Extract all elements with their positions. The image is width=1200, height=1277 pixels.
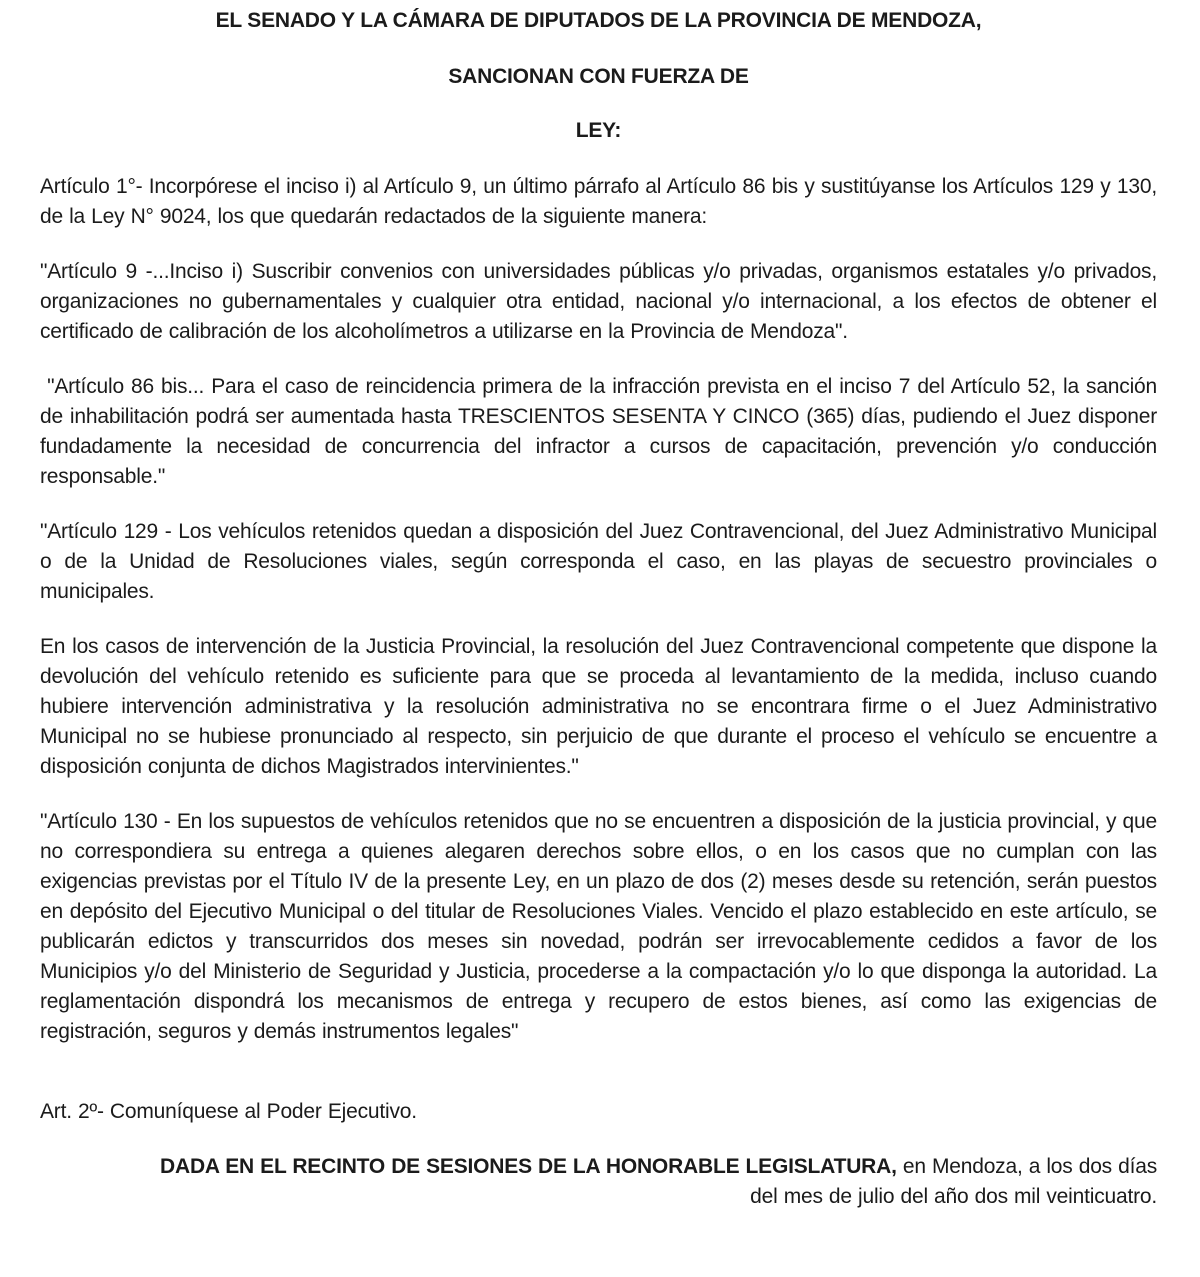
paragraph-justicia-provincial: En los casos de intervención de la Justicia Provincial, la resolución del Juez Contravencional competente que dispone la devolución del vehículo retenido es suficiente para que se proceda al levantamiento de la medida, incluso cuando hubiere intervención administrativa y la resolución administrativa no se encontrara firme o el Juez Administrativo Municipal no se hubiese pronunciado al respecto, sin perjuicio de que durante el proceso el vehículo se encuentre a disposición conjunta de dichos Magistrados intervinientes.": [40, 635, 1157, 778]
paragraph-articulo-129: "Artículo 129 - Los vehículos retenidos quedan a disposición del Juez Contravencional, del Juez Administrativo Municipal o de la Unidad de Resoluciones viales, según corresponda el caso, en las playas de secuestro provinciales o municipales.: [40, 520, 1157, 603]
paragraph-articulo-1: Artículo 1°- Incorpórese el inciso i) al Artículo 9, un último párrafo al Artículo 86 bis y sustitúyanse los Artículos 129 y 130, de la Ley N° 9024, los que quedarán redactados de la siguiente manera:: [40, 175, 1157, 228]
heading-sancionan: SANCIONAN CON FUERZA DE: [448, 65, 749, 88]
paragraph-articulo-130: "Artículo 130 - En los supuestos de vehículos retenidos que no se encuentren a disposición de la justicia provincial, y que no correspondiera su entrega a quienes alegaren derechos sobre ellos, o en los casos que no cumplan con las exigencias previstas por el Título IV de la presente Ley, en un plazo de dos (2) meses desde su retención, serán puestos en depósito del Ejecutivo Municipal o del titular de Resoluciones Viales. Vencido el plazo establecido en este artículo, se publicarán edictos y transcurridos dos meses sin novedad, podrán ser irrevocablemente cedidos a favor de los Municipios y/o del Ministerio de Seguridad y Justicia, procederse a la compactación y/o lo que disponga la autoridad. La reglamentación dispondrá los mecanismos de entrega y recupero de estos bienes, así como las exigencias de registración, seguros y demás instrumentos legales": [40, 810, 1157, 1043]
closing-regular-text-line1: en Mendoza, a los dos días: [896, 1155, 1157, 1178]
paragraph-articulo-86bis: "Artículo 86 bis... Para el caso de reincidencia primera de la infracción prevista en el inciso 7 del Artículo 52, la sanción de inhabilitación podrá ser aumentada hasta TRESCIENTOS SESENTA Y CINCO (365) días, pudiendo el Juez disponer fundadamente la necesidad de concurrencia del infractor a cursos de capacitación, prevención y/o conducción responsable.": [40, 375, 1157, 488]
paragraph-articulo-2: Art. 2º- Comuníquese al Poder Ejecutivo.: [40, 1100, 417, 1123]
closing-bold-text: DADA EN EL RECINTO DE SESIONES DE LA HONORABLE LEGISLATURA,: [160, 1155, 897, 1178]
heading-senado-camara: EL SENADO Y LA CÁMARA DE DIPUTADOS DE LA PROVINCIA DE MENDOZA,: [215, 9, 982, 32]
paragraph-articulo-9: "Artículo 9 -...Inciso i) Suscribir convenios con universidades públicas y/o privadas, organismos estatales y/o privados, organizaciones no gubernamentales y cualquier otra entidad, nacional y/o internacional, a los efectos de obtener el certificado de calibración de los alcoholímetros a utilizarse en la Provincia de Mendoza".: [40, 260, 1157, 343]
closing-regular-text-line2: del mes de julio del año dos mil veinticuatro.: [750, 1185, 1157, 1208]
heading-ley: LEY:: [575, 119, 622, 142]
closing-paragraph: [40, 1152, 1157, 1212]
